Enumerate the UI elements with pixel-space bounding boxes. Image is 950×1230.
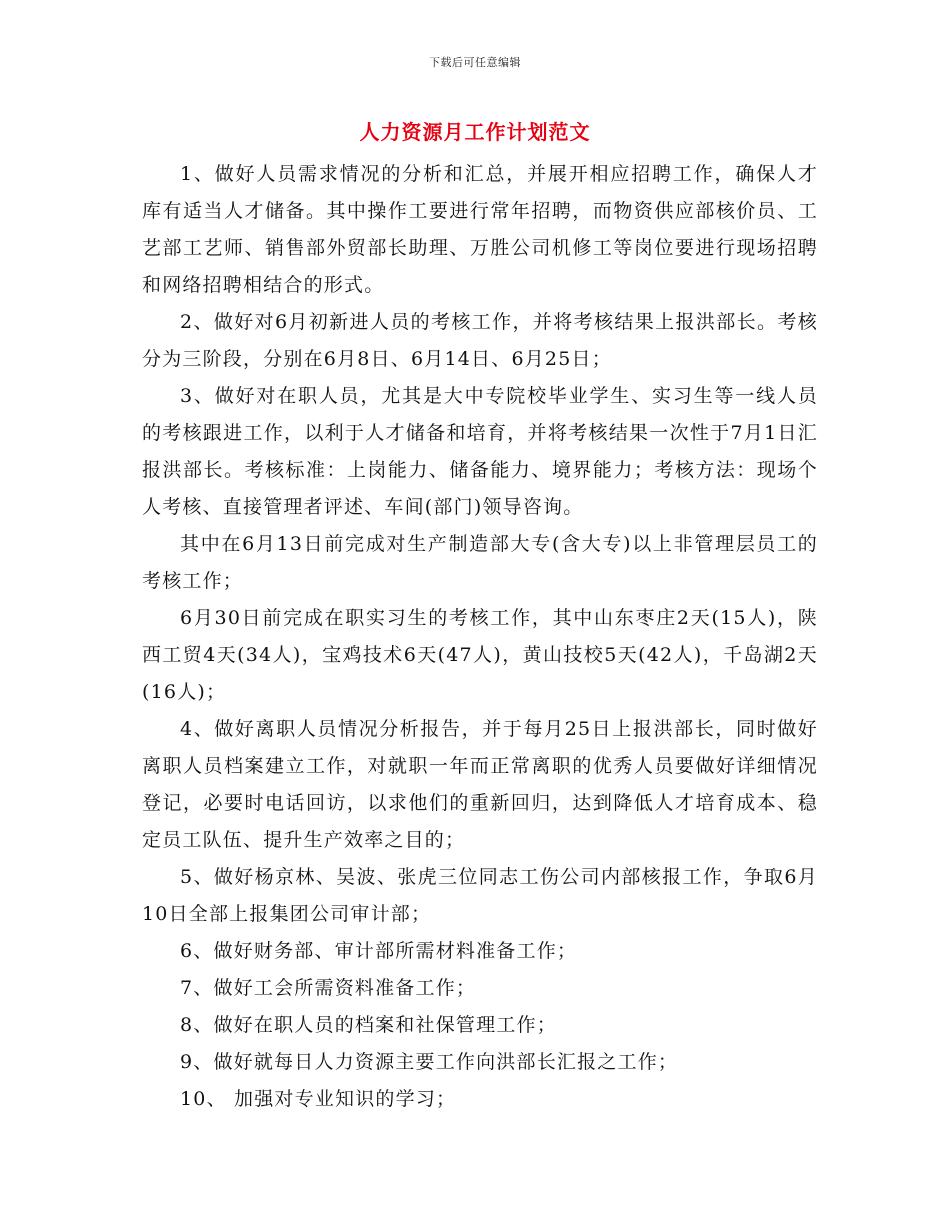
document-body [142,156,818,1118]
document-title: 人力资源月工作计划范文 [359,120,591,144]
paragraph-11: 9、做好就每日人力资源主要工作向洪部长汇报之工作； [180,1051,679,1073]
paragraph-12: 10、 加强对专业知识的学习； [180,1088,457,1110]
paragraph-1: 1、做好人员需求情况的分析和汇总，并展开相应招聘工作，确保人才库有适当人才储备。其中操作工要进行常年招聘，而物资供应部核价员、工艺部工艺师、销售部外贸部长助理、万胜公司机修工等岗位要进行现场招聘和网络招聘相结合的形式。 [142,163,818,296]
paragraph-5: 6月30日前完成在职实习生的考核工作，其中山东枣庄2天(15人)，陕西工贸4天(34人)，宝鸡技术6天(47人)，黄山技校5天(42人)，千岛湖2天(16人)； [142,607,818,703]
paragraph-4: 其中在6月13日前完成对生产制造部大专(含大专)以上非管理层员工的考核工作； [142,533,818,592]
paragraph-6: 4、做好离职人员情况分析报告，并于每月25日上报洪部长，同时做好离职人员档案建立工作，对就职一年而正常离职的优秀人员要做好详细情况登记，必要时电话回访，以求他们的重新回归，达到降低人才培育成本、稳定员工队伍、提升生产效率之目的； [142,718,818,851]
paragraph-10: 8、做好在职人员的档案和社保管理工作； [180,1014,557,1036]
paragraph-8: 6、做好财务部、审计部所需材料准备工作； [180,940,578,962]
paragraph-2: 2、做好对6月初新进人员的考核工作，并将考核结果上报洪部长。考核分为三阶段，分别在6月8日、6月14日、6月25日； [142,311,818,370]
paragraph-3: 3、做好对在职人员，尤其是大中专院校毕业学生、实习生等一线人员的考核跟进工作，以利于人才储备和培育，并将考核结果一次性于7月1日汇报洪部长。考核标准：上岗能力、储备能力、境界能力；考核方法：现场个人考核、直接管理者评述、车间(部门)领导咨询。 [142,385,818,518]
paragraph-7: 5、做好杨京林、吴波、张虎三位同志工伤公司内部核报工作，争取6月10日全部上报集团公司审计部； [142,866,818,925]
paragraph-9: 7、做好工会所需资料准备工作； [180,977,477,999]
header-note: 下载后可任意编辑 [429,56,521,69]
